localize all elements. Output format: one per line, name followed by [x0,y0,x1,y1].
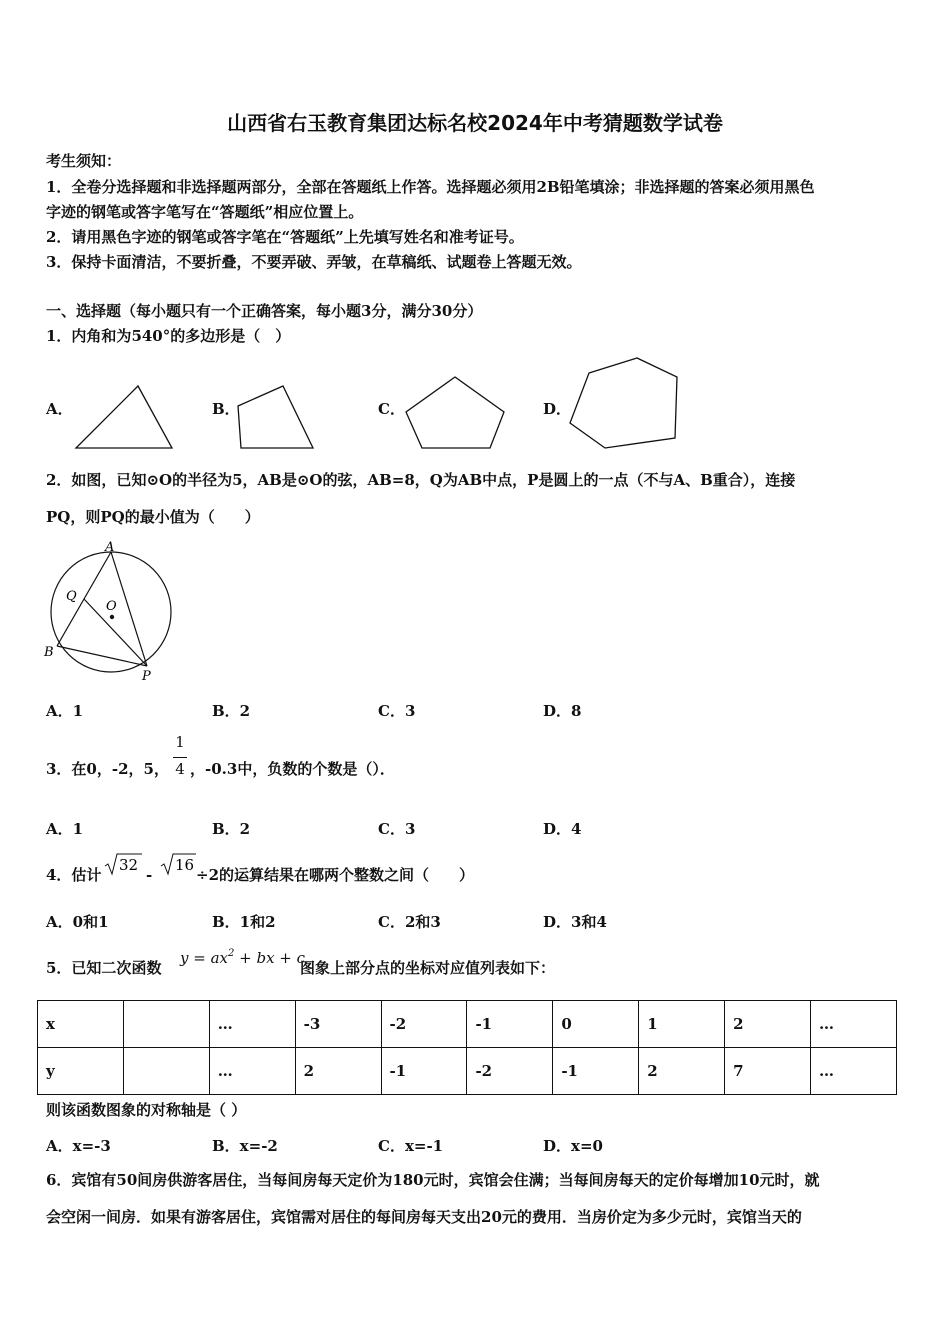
q3-frac-num: 1 [175,733,185,751]
table-cell: … [209,1001,295,1048]
q5-option-c[interactable]: C．x=-1 [378,1137,444,1155]
q5-option-d[interactable]: D．x=0 [543,1137,603,1155]
q3-option-b[interactable]: B．2 [212,820,251,838]
q3-stem-post: ，-0.3中，负数的个数是（）． [190,760,395,778]
q4-option-b[interactable]: B．1和2 [212,913,276,931]
q6-line-1: 6．宾馆有50间房供游客居住，当每间房每天定价为180元时，宾馆会住满；当每间房每天的定价每增加10元时，就 [46,1171,820,1189]
q2-stem-b: PQ，则PQ的最小值为（ ） [46,508,260,526]
q2-option-d[interactable]: D．8 [543,702,582,720]
q3-stem-pre: 3．在0，-2，5， [46,760,169,778]
table-cell: … [209,1048,295,1095]
table-cell: -1 [553,1048,639,1095]
triangle-figure [70,380,180,455]
q3-option-a[interactable]: A．1 [46,820,84,838]
q4-option-c[interactable]: C．2和3 [378,913,441,931]
q2-stem-a: 2．如图，已知⊙O的半径为5，AB是⊙O的弦，AB=8，Q为AB中点，P是圆上的一点（不与A、B重合），连接 [46,471,796,489]
q5-stem-post: 图象上部分点的坐标对应值列表如下： [300,959,556,977]
table-cell: -2 [381,1001,467,1048]
q4-stem-pre: 4．估计 [46,866,102,884]
table-cell: 1 [639,1001,725,1048]
notice-line-3: 3．保持卡面清洁，不要折叠，不要弄破、弄皱，在草稿纸、试题卷上答题无效。 [46,253,582,271]
radical-32 [104,852,144,878]
q1-option-d[interactable]: D． [543,400,572,418]
formula-part-a: y = ax [180,949,228,967]
table-cell: x [38,1001,124,1048]
quadrilateral-figure [235,380,320,455]
page-title: 山西省右玉教育集团达标名校2024年中考猜题数学试卷 [227,111,723,135]
table-cell: … [811,1001,897,1048]
table-cell: -2 [467,1048,553,1095]
q5-option-a[interactable]: A．x=-3 [46,1137,111,1155]
q5-option-b[interactable]: B．x=-2 [212,1137,278,1155]
table-row-x [38,1001,897,1048]
q4-stem-post: ÷2的运算结果在哪两个整数之间（ ） [196,866,475,884]
q6-line-2: 会空闲一间房．如果有游客居住，宾馆需对居住的每间房每天支出20元的费用．当房价定为多少元时，宾馆当天的 [46,1208,802,1226]
table-cell: -3 [295,1001,381,1048]
q4-minus: - [146,866,153,884]
q3-frac-line [173,757,187,758]
label-q: Q [66,589,77,604]
table-cell: 0 [553,1001,639,1048]
rad2-value: 16 [175,856,195,874]
formula-exponent: 2 [227,948,235,959]
table-cell: y [38,1048,124,1095]
table-cell: 2 [295,1048,381,1095]
q4-option-a[interactable]: A．0和1 [46,913,109,931]
label-a: A [105,540,115,555]
q1-option-c[interactable]: C． [378,400,405,418]
label-b: B [44,645,54,660]
notice-heading: 考生须知： [46,152,122,170]
q2-option-b[interactable]: B．2 [212,702,251,720]
table-cell: 2 [725,1001,811,1048]
label-p: P [142,669,151,684]
table-cell: 2 [639,1048,725,1095]
table-cell: 7 [725,1048,811,1095]
value-table [37,1000,897,1095]
section-heading: 一、选择题（每小题只有一个正确答案，每小题3分，满分30分） [46,302,483,320]
notice-line-1a: 1．全卷分选择题和非选择题两部分，全部在答题纸上作答。选择题必须用2B铅笔填涂；非选择题的答案必须用黑色 [46,178,815,196]
q3-option-d[interactable]: D．4 [543,820,582,838]
q5-formula [180,948,305,967]
q1-stem: 1．内角和为540°的多边形是（ ） [46,327,291,345]
table-cell: -1 [467,1001,553,1048]
notice-line-1b: 字迹的钢笔或答字笔写在“答题纸”相应位置上。 [46,203,364,221]
q4-option-d[interactable]: D．3和4 [543,913,607,931]
table-cell [123,1001,209,1048]
table-cell [123,1048,209,1095]
q2-option-a[interactable]: A．1 [46,702,84,720]
table-row-y [38,1048,897,1095]
table-cell: -1 [381,1048,467,1095]
hexagon-figure [565,353,685,453]
q1-option-b[interactable]: B． [212,400,240,418]
q3-option-c[interactable]: C．3 [378,820,416,838]
q1-option-a[interactable]: A． [46,400,73,418]
notice-line-2: 2．请用黑色字迹的钢笔或答字笔在“答题纸”上先填写姓名和准考证号。 [46,228,524,246]
table-cell: … [811,1048,897,1095]
q5-follow: 则该函数图象的对称轴是（ ） [46,1101,247,1119]
q5-stem-pre: 5．已知二次函数 [46,959,162,977]
rad1-value: 32 [119,856,139,874]
circle-figure [38,538,183,683]
pentagon-figure [400,372,510,454]
q2-option-c[interactable]: C．3 [378,702,416,720]
label-o: O [106,599,117,614]
q3-frac-den: 4 [175,760,185,778]
radical-16 [160,852,200,878]
formula-part-b: + bx + c [234,949,306,967]
